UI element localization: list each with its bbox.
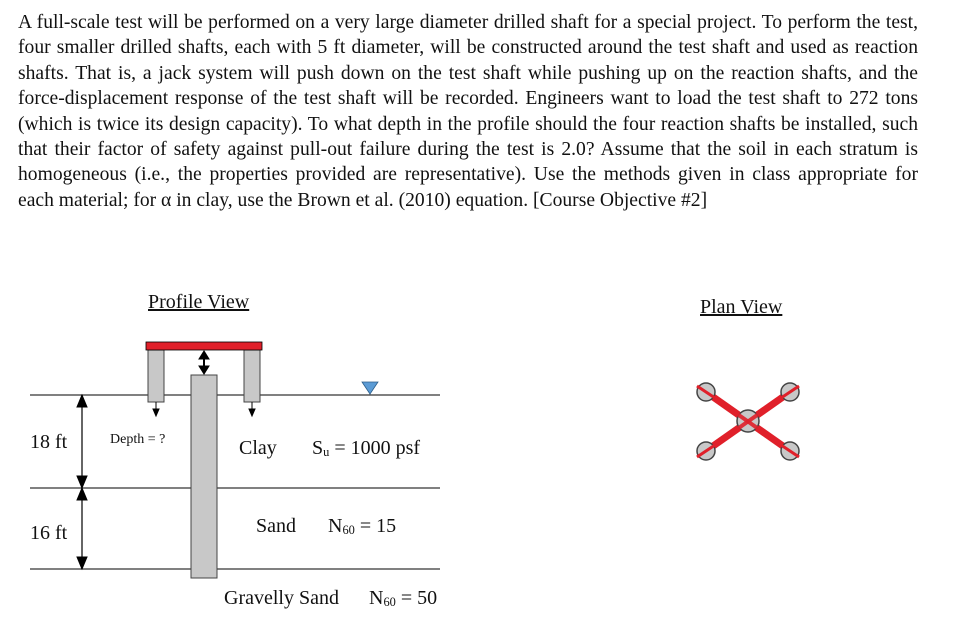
sand-parameter: $N_{60} = 15$ — [328, 515, 397, 538]
dimension-16ft — [77, 488, 87, 569]
reaction-shaft-left — [148, 350, 164, 402]
jack-arrow — [199, 351, 209, 374]
problem-statement: A full-scale test will be performed on a very large diameter drilled shaft for a special project. To perform the test, four smaller drilled shafts, each with 5 ft diameter, will be constructed around the test shaft and used as reaction shafts. That is, a jack system will push down on the test shaft while pushing up on the reaction shafts, and the force-displacement response of the test shaft will be recorded. Engineers want to load the test shaft to 272 tons (which is twice its design capacity). To what depth in the profile should the four reaction shafts be installed, such that their factor of safety against pull-out failure during the test is 2.0? Assume that the soil in each stratum is homogeneous (i.e., the properties provided are representative). Use the methods given in class appropriate for each material; for α in clay, use the Brown et al. (2010) equation. [Course Objective #2] — [18, 12, 918, 211]
depth-label: Depth = ? — [110, 432, 166, 447]
profile-view-title: Profile View — [148, 291, 250, 313]
water-table-icon — [362, 382, 378, 394]
gravelly-sand-label: Gravelly Sand — [224, 587, 339, 609]
clay-parameter: $S_u = 1000$ psf — [312, 437, 421, 460]
pullout-arrow-right — [249, 402, 255, 416]
layer1-thickness-label: 18 ft — [30, 431, 68, 453]
reaction-shaft-right — [244, 350, 260, 402]
plan-view-drawing — [697, 383, 799, 460]
layer2-thickness-label: 16 ft — [30, 522, 68, 544]
gravelly-sand-parameter: $N_{60} = 50$ — [369, 587, 438, 610]
dimension-18ft — [77, 395, 87, 488]
pullout-arrow-left — [153, 402, 159, 416]
plan-view-title: Plan View — [700, 296, 783, 318]
test-shaft — [191, 375, 217, 578]
sand-label: Sand — [256, 515, 296, 537]
reaction-beam — [146, 342, 262, 350]
clay-label: Clay — [239, 437, 277, 459]
